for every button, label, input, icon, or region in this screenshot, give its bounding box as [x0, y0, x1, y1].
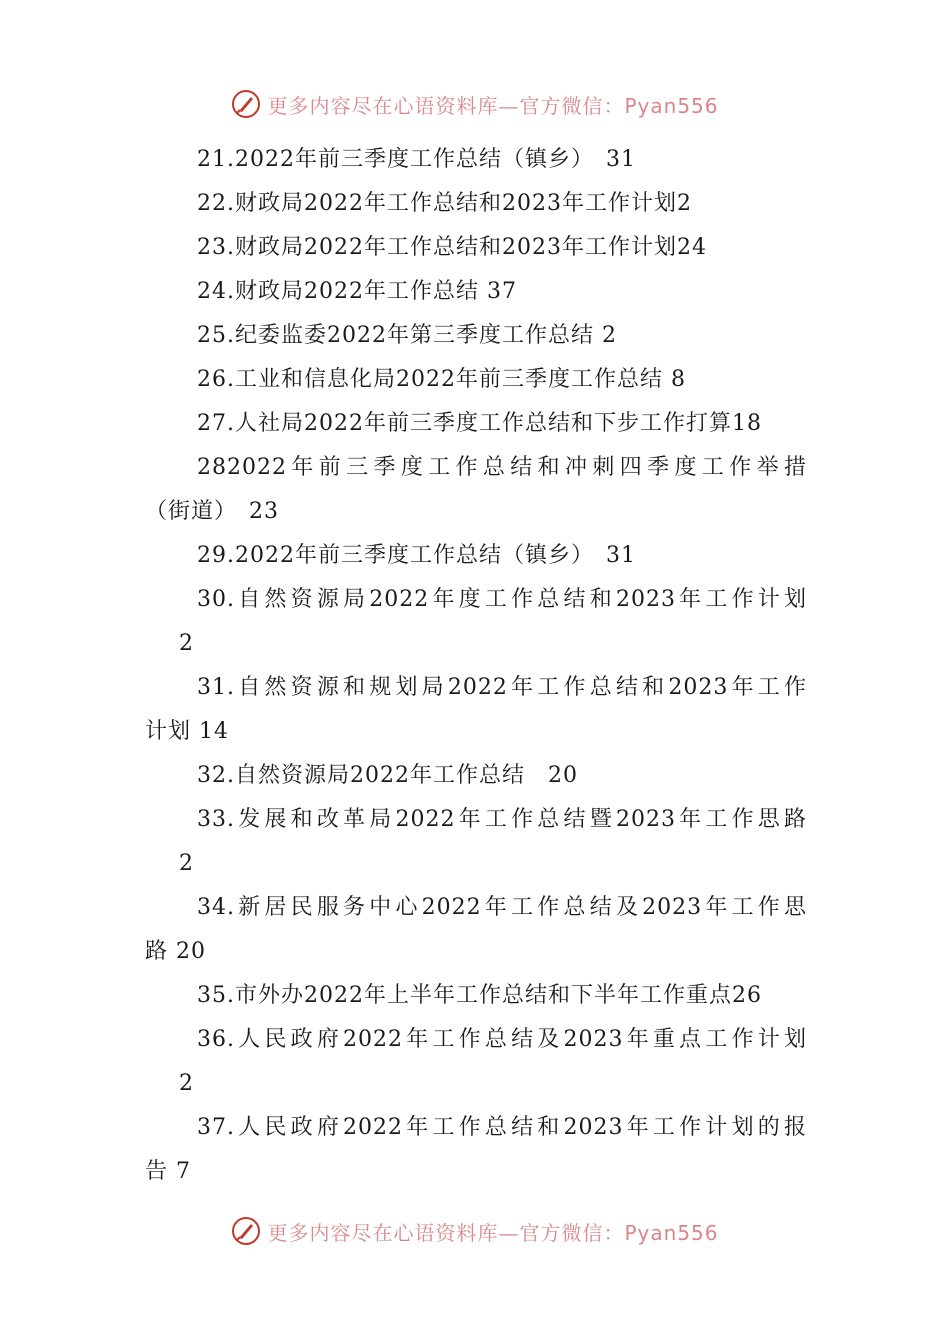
- toc-entry-continued[interactable]: 告 7: [145, 1159, 191, 1184]
- toc-entry-continued[interactable]: （街道） 23: [145, 499, 279, 524]
- toc-entry-continued[interactable]: 路 20: [145, 939, 206, 964]
- toc-entry[interactable]: 32.自然资源局2022年工作总结 20: [197, 763, 578, 788]
- toc-entry[interactable]: 30.自然资源局2022年度工作总结和2023年工作计划: [197, 587, 807, 612]
- toc-entry-continued[interactable]: 2: [179, 851, 194, 876]
- toc-entry[interactable]: 35.市外办2022年上半年工作总结和下半年工作重点26: [197, 983, 762, 1008]
- footer-banner: [0, 1211, 950, 1251]
- toc-entry[interactable]: 24.财政局2022年工作总结 37: [197, 279, 517, 304]
- toc-entry[interactable]: 26.工业和信息化局2022年前三季度工作总结 8: [197, 367, 686, 392]
- toc-entry[interactable]: 25.纪委监委2022年第三季度工作总结 2: [197, 323, 617, 348]
- toc-entry[interactable]: 34.新居民服务中心2022年工作总结及2023年工作思: [197, 895, 807, 920]
- toc-entry[interactable]: 31.自然资源和规划局2022年工作总结和2023年工作: [197, 675, 807, 700]
- toc-entry[interactable]: 33.发展和改革局2022年工作总结暨2023年工作思路: [197, 807, 807, 832]
- toc-entry[interactable]: 22.财政局2022年工作总结和2023年工作计划2: [197, 191, 692, 216]
- banner-text: 更多内容尽在心语资料库—官方微信：Pyan556: [267, 1220, 719, 1245]
- toc-entry-continued[interactable]: 2: [179, 631, 194, 656]
- toc-entry[interactable]: 27.人社局2022年前三季度工作总结和下步工作打算18: [197, 411, 762, 436]
- toc-entry[interactable]: 37.人民政府2022年工作总结和2023年工作计划的报: [197, 1115, 807, 1140]
- toc-entry[interactable]: 36.人民政府2022年工作总结及2023年重点工作计划: [197, 1027, 807, 1052]
- toc-entry[interactable]: 21.2022年前三季度工作总结（镇乡） 31: [197, 147, 636, 172]
- toc-entry[interactable]: 23.财政局2022年工作总结和2023年工作计划24: [197, 235, 707, 260]
- toc-entry-continued[interactable]: 2: [179, 1071, 194, 1096]
- banner-text: 更多内容尽在心语资料库—官方微信：Pyan556: [267, 93, 719, 118]
- toc-entry[interactable]: 282022年前三季度工作总结和冲刺四季度工作举措: [197, 455, 807, 480]
- toc-entry[interactable]: 29.2022年前三季度工作总结（镇乡） 31: [197, 543, 636, 568]
- header-banner: [0, 84, 950, 124]
- quill-logo-icon: [231, 1216, 261, 1246]
- toc-entry-continued[interactable]: 计划 14: [145, 719, 229, 744]
- quill-logo-icon: [231, 89, 261, 119]
